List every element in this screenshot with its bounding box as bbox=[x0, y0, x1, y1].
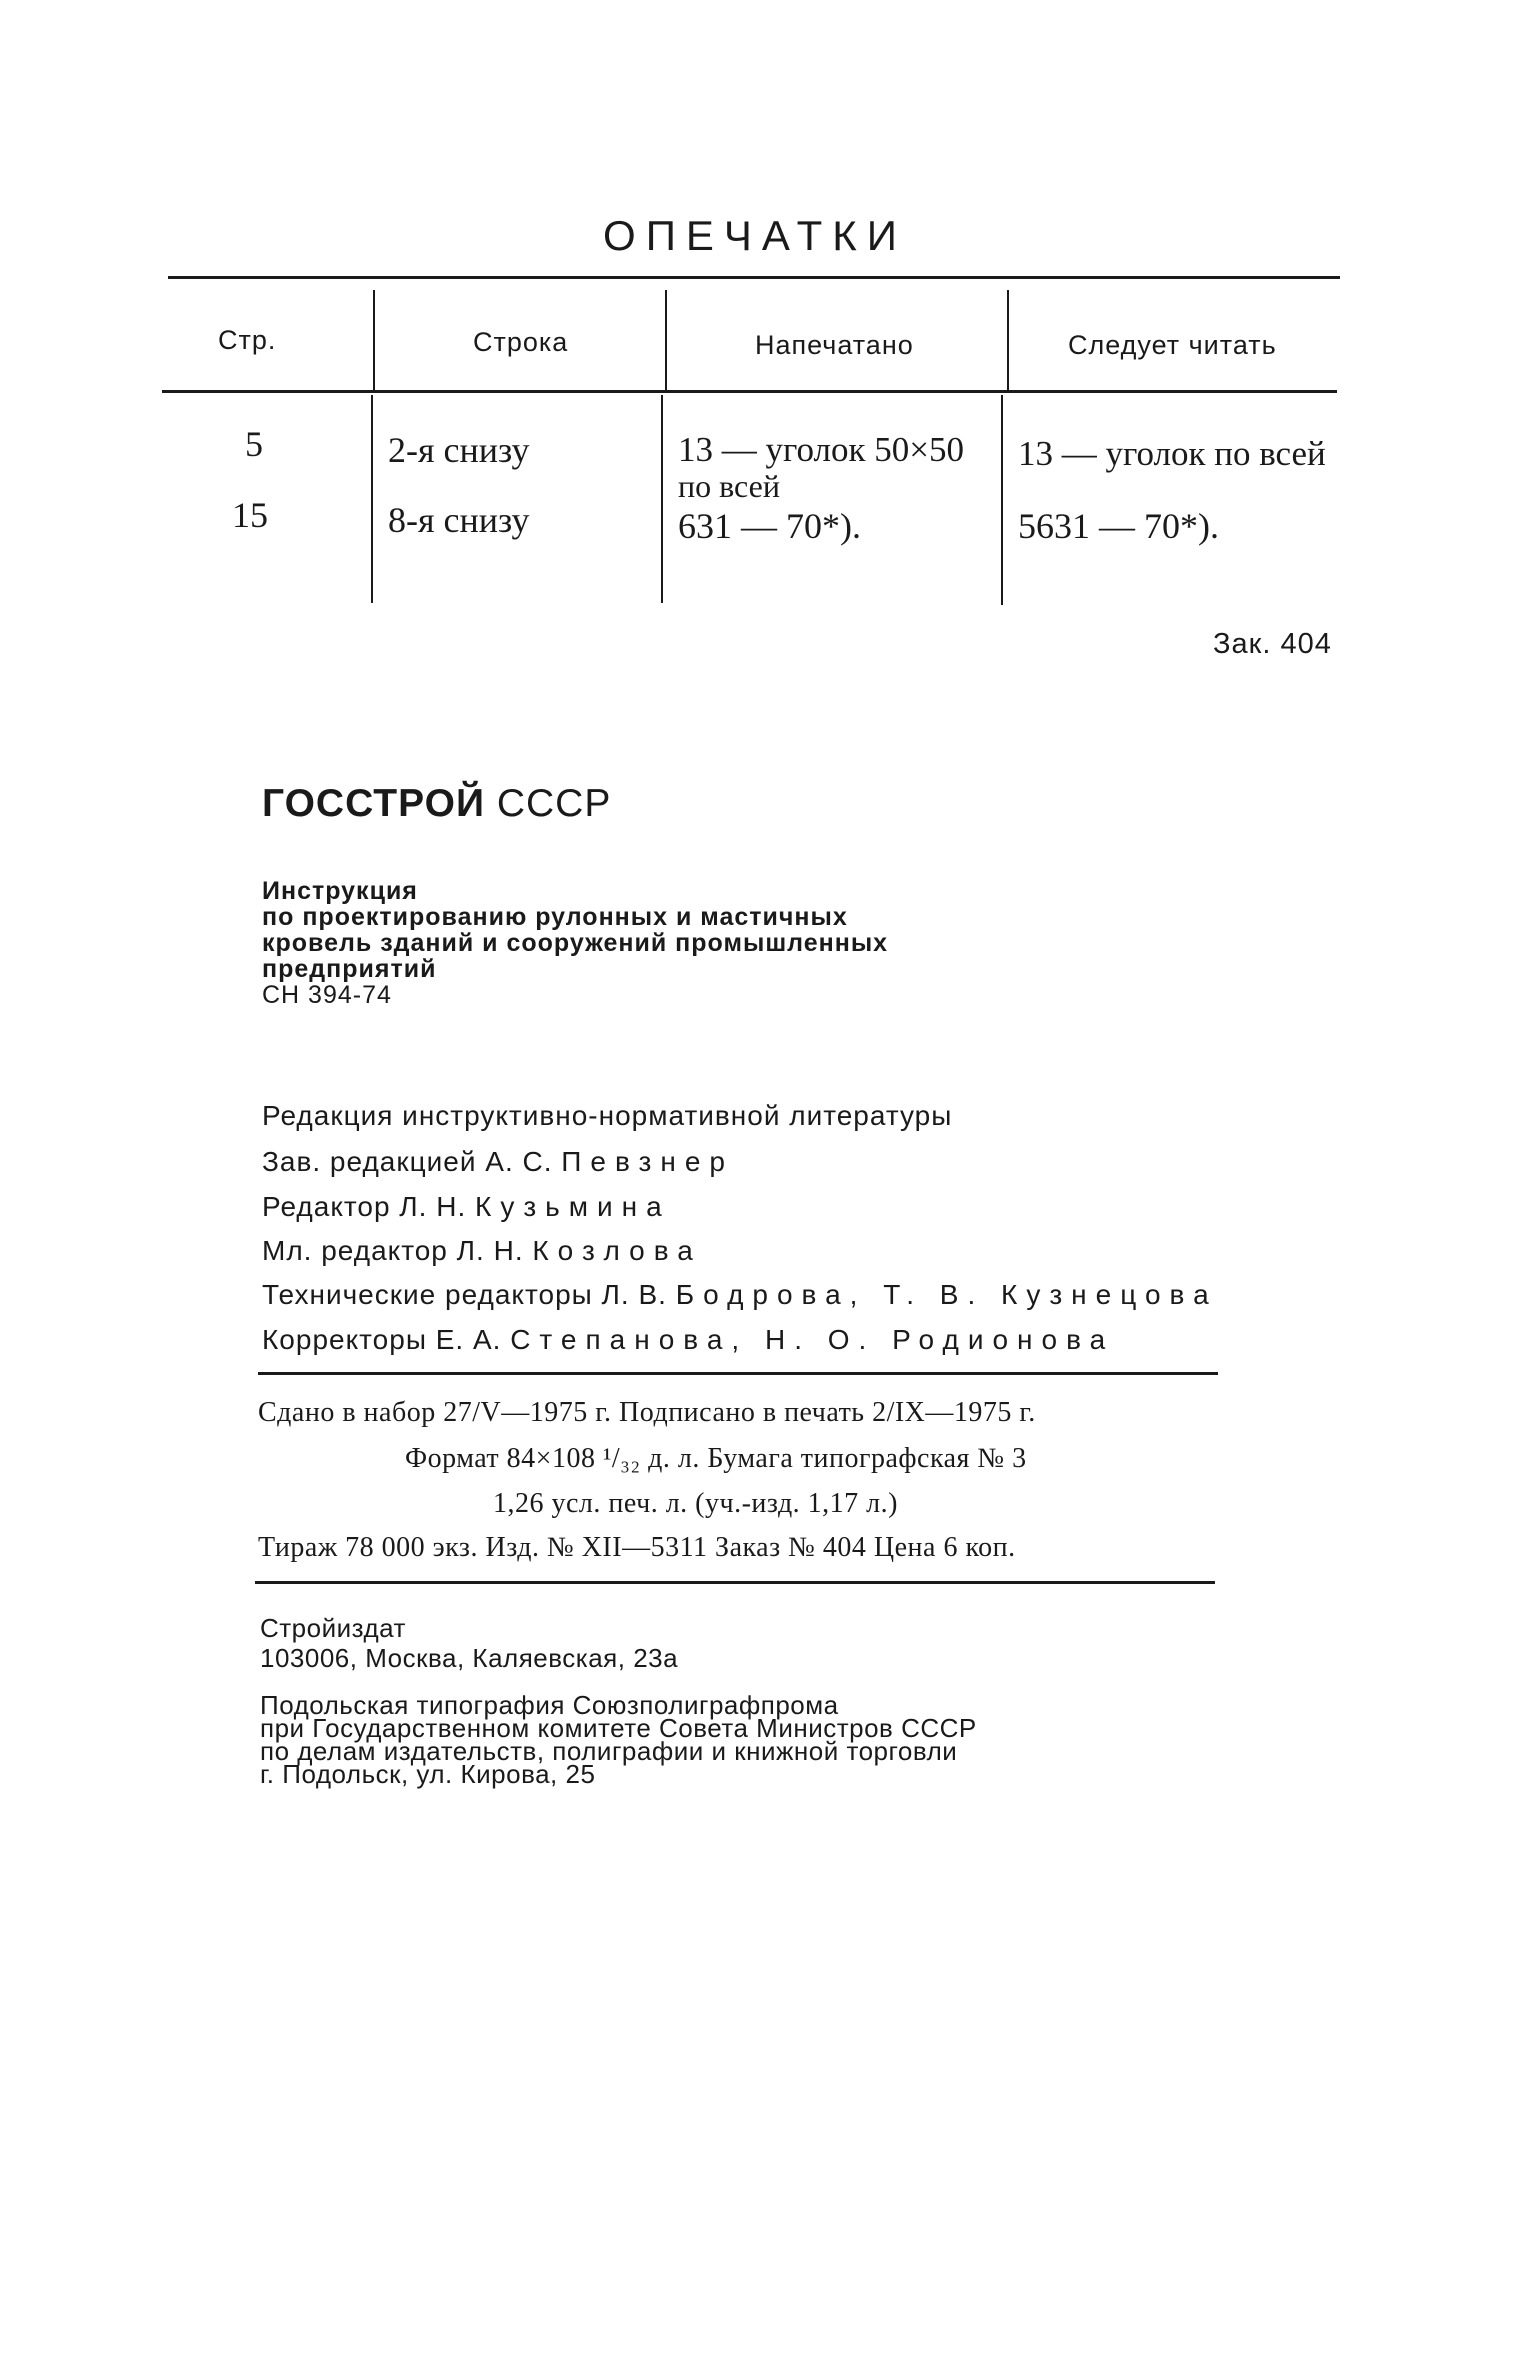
printer-line: при Государственном комитете Совета Министров СССР bbox=[260, 1713, 977, 1743]
header-line: Строка bbox=[473, 327, 569, 357]
column-divider bbox=[1007, 290, 1009, 390]
printer-line: по делам издательств, полиграфии и книжной торговли bbox=[260, 1736, 958, 1766]
staff-names: Степанова, Н. О. Родионова bbox=[510, 1324, 1115, 1355]
organization-country: СССР bbox=[496, 782, 612, 825]
publisher-name: Стройиздат bbox=[260, 1613, 406, 1643]
staff-credit bbox=[262, 1191, 671, 1223]
printer-block bbox=[260, 1690, 977, 1789]
editorial-office: Редакция инструктивно-нормативной литературы bbox=[262, 1100, 953, 1131]
staff-names: Бодрова, Т. В. Кузнецова bbox=[675, 1279, 1218, 1310]
publication-line: Сдано в набор 27/V—1975 г. Подписано в печать 2/IX—1975 г. bbox=[258, 1397, 1036, 1428]
publisher-block bbox=[260, 1613, 678, 1673]
staff-role: Корректоры Е. А. bbox=[262, 1324, 502, 1355]
table-cell-printed: 13 — уголок 50×50 bbox=[678, 430, 964, 469]
column-divider bbox=[1001, 395, 1003, 605]
publication-line: 1,26 усл. печ. л. (уч.-изд. 1,17 л.) bbox=[493, 1488, 898, 1519]
staff-role: Зав. редакцией А. С. bbox=[262, 1146, 553, 1177]
publication-line: Формат 84×108 ¹/₃₂ д. л. Бумага типографская № 3 bbox=[405, 1443, 1027, 1474]
table-cell-should-read: 13 — уголок по всей bbox=[1018, 434, 1326, 473]
header-printed: Напечатано bbox=[755, 330, 914, 360]
staff-credit bbox=[262, 1324, 1114, 1356]
table-cell-printed-cont: по всей bbox=[678, 468, 780, 504]
document-title-block bbox=[262, 878, 888, 1008]
organization-title bbox=[262, 782, 611, 826]
printer-line: Подольская типография Союзполиграфпрома bbox=[260, 1690, 839, 1720]
table-top-rule bbox=[168, 276, 1340, 279]
column-divider bbox=[661, 395, 663, 603]
document-line: предприятий bbox=[262, 955, 437, 983]
table-cell-printed: 631 — 70*). bbox=[678, 506, 861, 546]
imprint-top-rule bbox=[258, 1372, 1218, 1375]
document-line: Инструкция bbox=[262, 877, 418, 905]
order-reference: Зак. 404 bbox=[1213, 628, 1332, 660]
staff-names: Певзнер bbox=[561, 1146, 734, 1177]
staff-names: Козлова bbox=[532, 1235, 702, 1266]
table-cell-page: 15 bbox=[232, 495, 268, 535]
table-cell-should-read: 5631 — 70*). bbox=[1018, 506, 1219, 546]
errata-title: ОПЕЧАТКИ bbox=[603, 212, 907, 259]
column-divider bbox=[371, 395, 373, 603]
errata-table bbox=[0, 0, 1536, 620]
document-line: по проектированию рулонных и мастичных bbox=[262, 903, 848, 931]
table-cell-line: 2-я снизу bbox=[388, 430, 530, 470]
table-cell-line: 8-я снизу bbox=[388, 500, 530, 540]
organization-name: ГОССТРОЙ bbox=[262, 782, 485, 825]
staff-names: Кузьмина bbox=[475, 1191, 671, 1222]
printer-line: г. Подольск, ул. Кирова, 25 bbox=[260, 1759, 596, 1789]
staff-credit bbox=[262, 1146, 734, 1178]
imprint-bottom-rule bbox=[255, 1581, 1215, 1584]
header-should-read: Следует читать bbox=[1068, 330, 1277, 360]
staff-role: Редактор Л. Н. bbox=[262, 1191, 467, 1222]
publisher-address: 103006, Москва, Каляевская, 23а bbox=[260, 1643, 679, 1673]
staff-role: Технические редакторы Л. В. bbox=[262, 1279, 667, 1310]
table-header-rule bbox=[162, 390, 1337, 393]
staff-role: Мл. редактор Л. Н. bbox=[262, 1235, 524, 1266]
table-cell-page: 5 bbox=[245, 424, 263, 464]
staff-credit bbox=[262, 1279, 1218, 1311]
staff-credit bbox=[262, 1235, 702, 1267]
column-divider bbox=[373, 290, 375, 390]
column-divider bbox=[665, 290, 667, 390]
document-code: СН 394-74 bbox=[262, 981, 392, 1009]
document-line: кровель зданий и сооружений промышленных bbox=[262, 929, 889, 957]
publication-line: Тираж 78 000 экз. Изд. № XII—5311 Заказ № 404 Цена 6 коп. bbox=[258, 1532, 1016, 1563]
header-page: Стр. bbox=[218, 325, 277, 355]
